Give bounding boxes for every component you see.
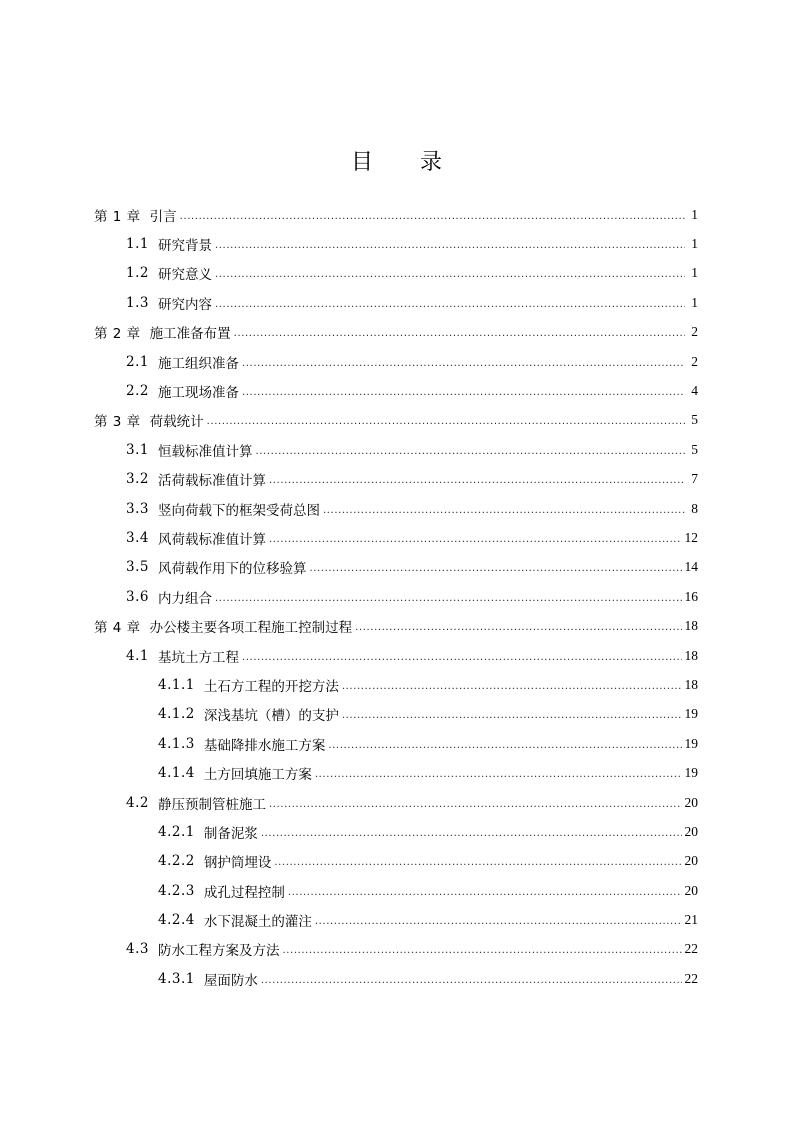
dot-leader bbox=[215, 296, 685, 310]
dot-leader bbox=[180, 208, 685, 222]
toc-entry-page-number: 5 bbox=[691, 441, 698, 457]
toc-entry-number: 2.2 bbox=[126, 383, 149, 400]
dot-leader bbox=[215, 237, 685, 251]
toc-entry-page-number: 4 bbox=[691, 383, 698, 399]
toc-entry-page-number: 19 bbox=[684, 706, 698, 722]
dot-leader bbox=[309, 560, 681, 574]
toc-entry-page-number: 18 bbox=[684, 618, 698, 634]
toc-entry[interactable] bbox=[94, 847, 698, 876]
toc-entry[interactable] bbox=[94, 700, 698, 729]
dot-leader bbox=[315, 913, 682, 927]
toc-entry-number: 1.2 bbox=[126, 265, 149, 282]
toc-entry-number: 4.1.3 bbox=[158, 735, 195, 752]
toc-entry[interactable] bbox=[94, 406, 698, 435]
toc-entry-page-number: 5 bbox=[691, 412, 698, 428]
toc-entry[interactable] bbox=[94, 817, 698, 846]
toc-entry-label: 土方回填施工方案 bbox=[203, 767, 312, 784]
toc-entry[interactable] bbox=[94, 229, 698, 258]
dot-leader bbox=[269, 531, 682, 545]
dot-leader bbox=[215, 266, 685, 280]
toc-entry-label: 基础降排水施工方案 bbox=[203, 737, 326, 754]
toc-entry[interactable] bbox=[94, 523, 698, 552]
toc-entry[interactable] bbox=[94, 259, 698, 288]
toc-entry-number: 4.2.1 bbox=[158, 823, 195, 840]
dot-leader bbox=[342, 678, 682, 692]
toc-entry-label: 静压预制管桩施工 bbox=[157, 796, 266, 813]
toc-entry-number: 第 4 章 bbox=[94, 620, 141, 637]
toc-entry-label: 荷载统计 bbox=[149, 414, 204, 431]
toc-entry[interactable] bbox=[94, 435, 698, 464]
toc-entry-label: 屋面防水 bbox=[203, 972, 258, 989]
toc-entry-number: 3.6 bbox=[126, 588, 149, 605]
toc-entry-label: 内力组合 bbox=[157, 590, 212, 607]
toc-entry-page-number: 14 bbox=[684, 559, 698, 575]
toc-entry-number: 4.3.1 bbox=[158, 970, 195, 987]
dot-leader bbox=[282, 942, 681, 956]
toc-entry[interactable] bbox=[94, 376, 698, 405]
dot-leader bbox=[323, 502, 685, 516]
toc-entry-number: 4.2 bbox=[126, 794, 149, 811]
dot-leader bbox=[288, 884, 682, 898]
toc-entry-label: 土石方工程的开挖方法 bbox=[203, 678, 339, 695]
dot-leader bbox=[255, 443, 685, 457]
toc-entry[interactable] bbox=[94, 935, 698, 964]
toc-entry-number: 第 2 章 bbox=[94, 326, 141, 343]
dot-leader bbox=[269, 472, 685, 486]
toc-entry-page-number: 1 bbox=[691, 206, 698, 222]
toc-entry-label: 风荷载标准值计算 bbox=[157, 531, 266, 548]
toc-entry-number: 4.1.4 bbox=[158, 765, 195, 782]
dot-leader bbox=[274, 854, 681, 868]
toc-entry[interactable] bbox=[94, 788, 698, 817]
toc-entry-page-number: 20 bbox=[684, 823, 698, 839]
toc-entry-page-number: 18 bbox=[684, 647, 698, 663]
toc-entry-page-number: 1 bbox=[691, 236, 698, 252]
toc-entry-number: 4.3 bbox=[126, 941, 149, 958]
toc-entry[interactable] bbox=[94, 876, 698, 905]
toc-entry-number: 第 3 章 bbox=[94, 414, 141, 431]
toc-entry-number: 4.1.1 bbox=[158, 676, 195, 693]
toc-entry-number: 3.5 bbox=[126, 559, 149, 576]
toc-entry-label: 研究意义 bbox=[157, 267, 212, 284]
dot-leader bbox=[215, 590, 682, 604]
toc-entry[interactable] bbox=[94, 494, 698, 523]
toc-entry-number: 3.4 bbox=[126, 529, 149, 546]
toc-entry-page-number: 8 bbox=[691, 500, 698, 516]
toc-entry[interactable] bbox=[94, 641, 698, 670]
dot-leader bbox=[342, 707, 682, 721]
toc-entry-label: 防水工程方案及方法 bbox=[157, 943, 280, 960]
toc-entry[interactable] bbox=[94, 758, 698, 787]
toc-entry[interactable] bbox=[94, 347, 698, 376]
toc-entry[interactable] bbox=[94, 553, 698, 582]
toc-entry-number: 1.3 bbox=[126, 294, 149, 311]
toc-entry-page-number: 16 bbox=[684, 588, 698, 604]
toc-entry-label: 水下混凝土的灌注 bbox=[203, 914, 312, 931]
toc-entry-page-number: 19 bbox=[684, 735, 698, 751]
toc-entry-label: 施工组织准备 bbox=[157, 355, 239, 372]
dot-leader bbox=[328, 737, 681, 751]
toc-list bbox=[94, 200, 698, 994]
toc-entry-label: 活荷载标准值计算 bbox=[157, 473, 266, 490]
toc-entry-page-number: 12 bbox=[684, 529, 698, 545]
toc-entry-page-number: 2 bbox=[691, 353, 698, 369]
toc-entry-number: 4.1.2 bbox=[158, 706, 195, 723]
toc-entry-page-number: 20 bbox=[684, 882, 698, 898]
toc-entry-page-number: 22 bbox=[684, 970, 698, 986]
toc-entry-label: 竖向荷载下的框架受荷总图 bbox=[157, 502, 320, 519]
toc-entry-page-number: 20 bbox=[684, 853, 698, 869]
toc-entry-number: 4.1 bbox=[126, 647, 149, 664]
toc-entry-number: 1.1 bbox=[126, 236, 149, 253]
dot-leader bbox=[315, 766, 682, 780]
toc-entry[interactable] bbox=[94, 611, 698, 640]
dot-leader bbox=[355, 619, 681, 633]
toc-entry-number: 第 1 章 bbox=[94, 208, 141, 225]
toc-entry-page-number: 20 bbox=[684, 794, 698, 810]
toc-entry[interactable] bbox=[94, 905, 698, 934]
toc-entry-label: 深浅基坑（槽）的支护 bbox=[203, 708, 339, 725]
dot-leader bbox=[242, 384, 685, 398]
toc-entry[interactable] bbox=[94, 288, 698, 317]
toc-entry-label: 研究背景 bbox=[157, 238, 212, 255]
toc-entry-number: 3.3 bbox=[126, 500, 149, 517]
toc-entry[interactable] bbox=[94, 465, 698, 494]
toc-entry-number: 3.2 bbox=[126, 471, 149, 488]
toc-entry-page-number: 7 bbox=[691, 471, 698, 487]
toc-entry-label: 成孔过程控制 bbox=[203, 884, 285, 901]
toc-entry-label: 恒载标准值计算 bbox=[157, 443, 253, 460]
toc-entry[interactable] bbox=[94, 964, 698, 993]
toc-entry-number: 4.2.2 bbox=[158, 853, 195, 870]
toc-entry-page-number: 2 bbox=[691, 324, 698, 340]
toc-entry[interactable] bbox=[94, 670, 698, 699]
toc-entry-label: 引言 bbox=[149, 208, 177, 225]
toc-entry[interactable] bbox=[94, 200, 698, 229]
dot-leader bbox=[242, 355, 685, 369]
toc-entry-page-number: 1 bbox=[691, 294, 698, 310]
toc-entry-label: 钢护筒埋设 bbox=[203, 855, 272, 872]
toc-entry-label: 施工准备布置 bbox=[149, 326, 231, 343]
toc-entry[interactable] bbox=[94, 582, 698, 611]
toc-entry-page-number: 22 bbox=[684, 941, 698, 957]
dot-leader bbox=[234, 325, 685, 339]
toc-entry-number: 3.1 bbox=[126, 441, 149, 458]
toc-entry-label: 风荷载作用下的位移验算 bbox=[157, 561, 307, 578]
dot-leader bbox=[261, 825, 682, 839]
toc-entry[interactable] bbox=[94, 318, 698, 347]
toc-entry-page-number: 18 bbox=[684, 676, 698, 692]
toc-entry-page-number: 21 bbox=[684, 912, 698, 928]
toc-entry-label: 制备泥浆 bbox=[203, 825, 258, 842]
toc-entry-label: 基坑土方工程 bbox=[157, 649, 239, 666]
toc-entry-label: 施工现场准备 bbox=[157, 385, 239, 402]
toc-entry-label: 办公楼主要各项工程施工控制过程 bbox=[149, 620, 353, 637]
dot-leader bbox=[242, 649, 682, 663]
toc-title: 目 录 bbox=[351, 150, 462, 175]
toc-entry[interactable] bbox=[94, 729, 698, 758]
toc-entry-number: 2.1 bbox=[126, 353, 149, 370]
dot-leader bbox=[261, 972, 682, 986]
dot-leader bbox=[269, 796, 682, 810]
toc-entry-label: 研究内容 bbox=[157, 296, 212, 313]
toc-entry-number: 4.2.4 bbox=[158, 912, 195, 929]
toc-entry-page-number: 19 bbox=[684, 765, 698, 781]
toc-entry-page-number: 1 bbox=[691, 265, 698, 281]
dot-leader bbox=[207, 413, 685, 427]
toc-entry-number: 4.2.3 bbox=[158, 882, 195, 899]
